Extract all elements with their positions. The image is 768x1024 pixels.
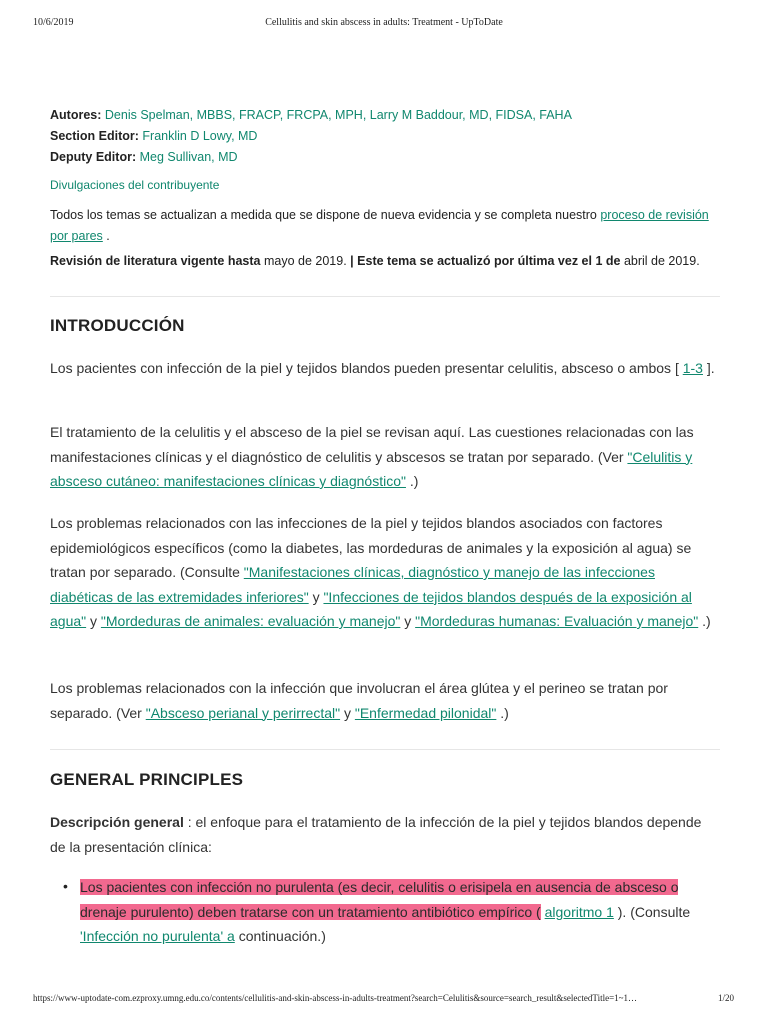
authors-link[interactable]: Denis Spelman, MBBS, FRACP, FRCPA, MPH, Larry M Baddour, MD, FIDSA, FAHA	[104, 108, 572, 122]
deputy-editor-line	[50, 150, 238, 164]
water-exposure-link[interactable]: "Infecciones de tejidos blandos después de la exposición al agua"	[50, 588, 692, 629]
reference-link[interactable]: 1-3	[682, 360, 703, 376]
human-bites-link[interactable]: "Mordeduras humanas: Evaluación y manejo"	[415, 613, 699, 629]
authors-label: Autores:	[50, 108, 102, 122]
bullet-nonpurulent	[80, 875, 720, 949]
section-editor-line	[50, 129, 257, 143]
intro-p1-text: Los pacientes con infección de la piel y tejidos blandos pueden presentar celulitis, absceso o ambos [	[50, 360, 679, 376]
overview-text: el enfoque para el tratamiento de la infección de la piel y tejidos blandos depende de la presentación clínica:	[50, 814, 702, 855]
intro-paragraph-1	[50, 356, 720, 381]
disclosures-link[interactable]: Divulgaciones del contribuyente	[50, 178, 220, 192]
intro-p4-text: Los problemas relacionados con la infección que involucran el área glútea y el perineo se tratan por separado. (Ver	[50, 680, 668, 721]
cellulitis-diagnosis-link[interactable]: "Celulitis y absceso cutáneo: manifestaciones clínicas y diagnóstico"	[50, 448, 693, 489]
intro-p3-and-1: y	[312, 588, 320, 605]
review-line	[50, 254, 730, 268]
update-notice-end: .	[106, 229, 110, 243]
overview-paragraph	[50, 810, 720, 859]
intro-heading: INTRODUCCIÓN	[50, 316, 185, 335]
updated-date: abril de 2019.	[623, 254, 700, 268]
animal-bites-link[interactable]: "Mordeduras de animales: evaluación y manejo"	[100, 613, 401, 629]
update-notice-text: Todos los temas se actualizan a medida que se dispone de nueva evidencia y se completa nuestro	[50, 208, 597, 222]
intro-p4-end: .)	[500, 704, 509, 721]
print-title: Cellulitis and skin abscess in adults: Treatment - UpToDate	[265, 17, 503, 28]
review-label: Revisión de literatura vigente hasta	[50, 254, 261, 268]
intro-paragraph-2	[50, 420, 720, 494]
nonpurulent-infection-link[interactable]: 'Infección no purulenta' a	[80, 928, 235, 944]
diabetic-infections-link[interactable]: "Manifestaciones clínicas, diagnóstico y manejo de las infecciones diabéticas de las extremidades inferiores"	[50, 564, 655, 605]
page-number: 1/20	[718, 993, 735, 1003]
overview-separator: :	[187, 814, 192, 830]
intro-p3-end: .)	[702, 613, 711, 629]
bullet-end: continuación.)	[238, 928, 326, 944]
update-notice	[50, 205, 720, 247]
pilonidal-disease-link[interactable]: "Enfermedad pilonidal"	[354, 704, 497, 721]
authors-line	[50, 108, 572, 122]
intro-p1-end: ].	[706, 360, 715, 376]
divider	[50, 296, 720, 297]
section-editor-link[interactable]: Franklin D Lowy, MD	[142, 129, 258, 143]
intro-p3-and-2: y	[90, 613, 98, 629]
intro-p2-end: .)	[409, 473, 419, 489]
deputy-editor-link[interactable]: Meg Sullivan, MD	[139, 150, 238, 164]
intro-p2-text: El tratamiento de la celulitis y el absceso de la piel se revisan aquí. Las cuestiones relacionadas con las manifestaciones clínicas y el diagnóstico de celulitis y abscesos se tratan por separado. (Ver	[50, 424, 694, 465]
deputy-editor-label: Deputy Editor:	[50, 150, 137, 164]
general-principles-heading: GENERAL PRINCIPLES	[50, 770, 244, 789]
divider	[50, 749, 720, 750]
perianal-abscess-link[interactable]: "Absceso perianal y perirrectal"	[145, 704, 341, 721]
print-url: https://www-uptodate-com.ezproxy.umng.edu.co/contents/cellulitis-and-skin-abscess-in-adults-treatment?search=Celulitis&source=search_result&selectedTitle=1~1…	[33, 993, 638, 1003]
intro-p3-text: Los problemas relacionados con las infecciones de la piel y tejidos blandos asociados con factores epidemiológicos específicos (como la diabetes, las mordeduras de animales y la exposición al agua) se tratan por separado. (Consulte	[50, 515, 692, 580]
updated-label: Este tema se actualizó por última vez el 1 de	[357, 254, 621, 268]
intro-paragraph-3	[50, 511, 720, 634]
bullet-marker: •	[63, 878, 68, 894]
intro-p4-and-1: y	[343, 704, 351, 721]
review-date: mayo de 2019.	[263, 254, 347, 268]
print-date: 10/6/2019	[33, 17, 74, 28]
overview-label: Descripción general	[50, 814, 184, 830]
section-editor-label: Section Editor:	[50, 129, 139, 143]
bullet-consult: (Consulte	[630, 903, 691, 920]
highlighted-text: Los pacientes con infección no purulenta (es decir, celulitis o erisipela en ausencia de absceso o drenaje purulento) deben tratarse con un tratamiento antibiótico empírico (	[80, 879, 679, 920]
intro-paragraph-4	[50, 676, 720, 725]
intro-p3-and-3: y	[404, 613, 412, 629]
bullet-after: ).	[617, 903, 627, 920]
peer-review-link[interactable]: proceso de revisión por pares	[50, 208, 709, 243]
algorithm-1-link[interactable]: algoritmo 1	[544, 903, 614, 920]
review-separator: |	[350, 254, 354, 268]
